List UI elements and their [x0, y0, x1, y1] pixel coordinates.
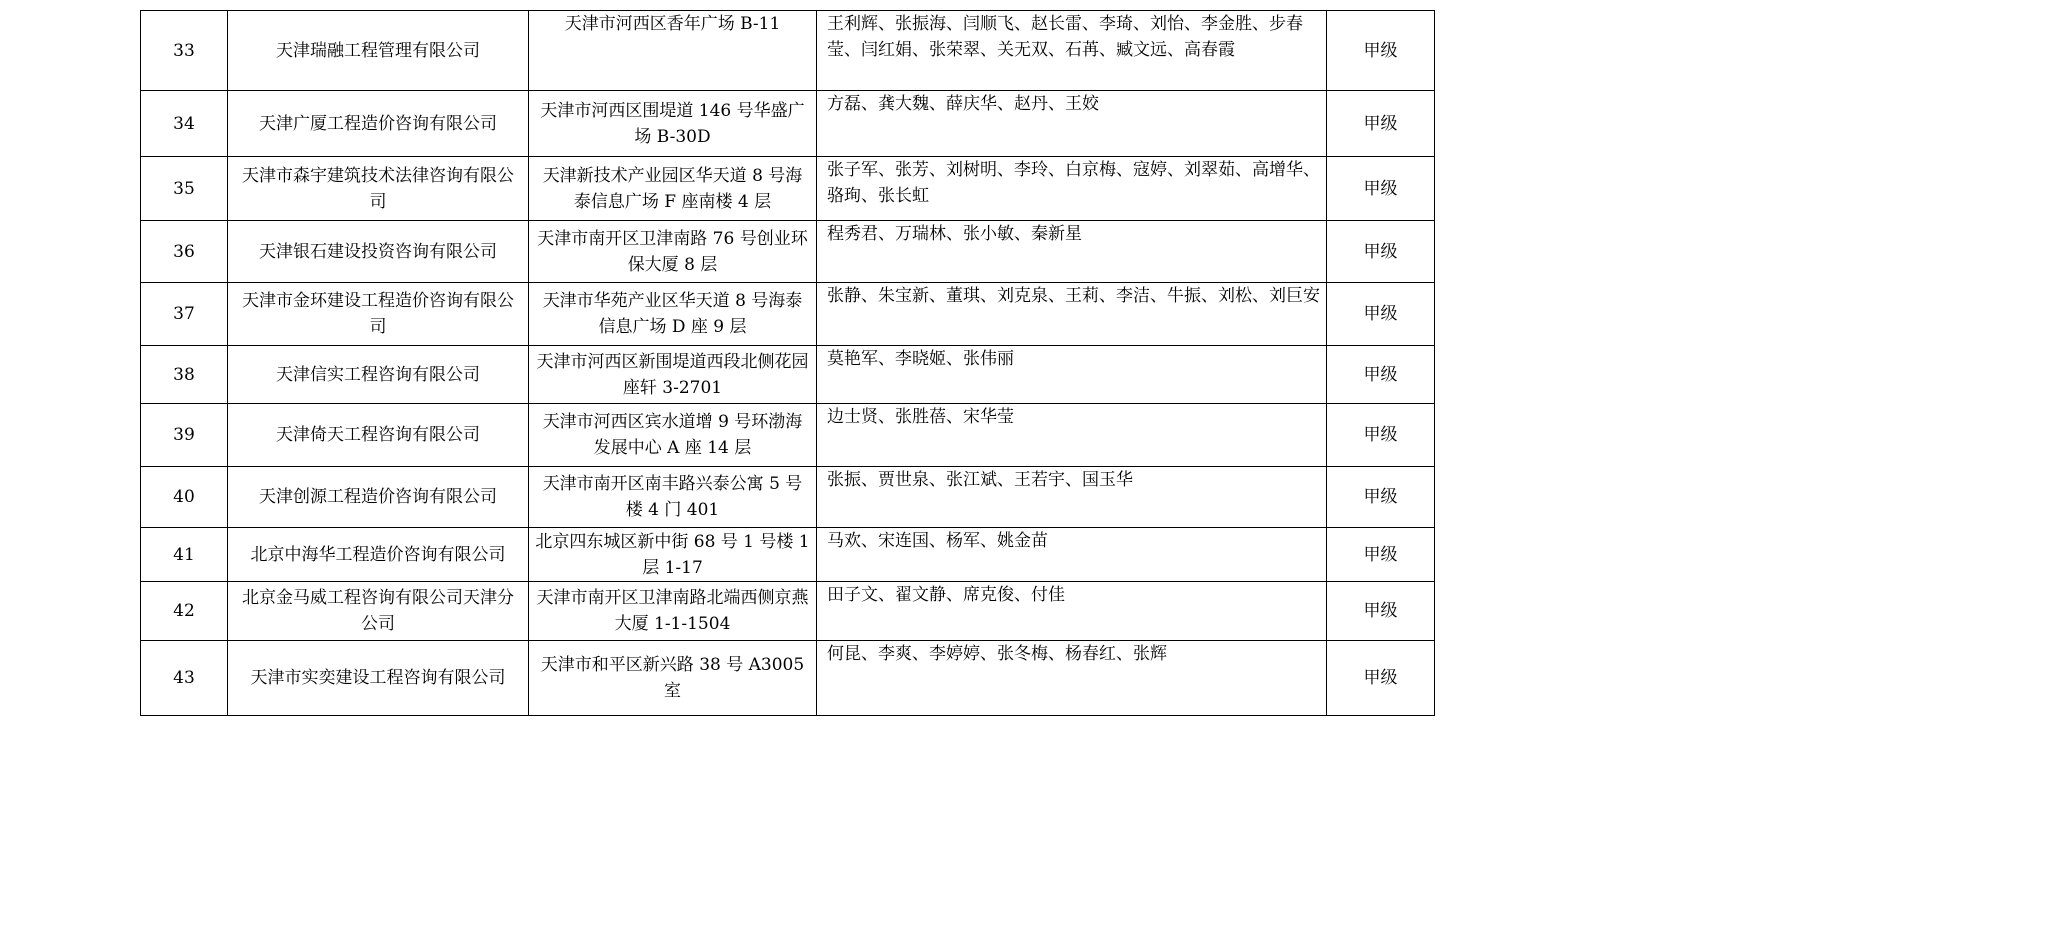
company-address: 北京四东城区新中街 68 号 1 号楼 1 层 1-17	[529, 528, 817, 582]
row-number: 39	[141, 404, 228, 467]
table-row	[141, 404, 1435, 467]
qualification-level: 甲级	[1327, 467, 1435, 528]
company-address: 天津市华苑产业区华天道 8 号海泰信息广场 D 座 9 层	[529, 283, 817, 346]
company-name: 天津市金环建设工程造价咨询有限公司	[228, 283, 529, 346]
company-address: 天津市河西区宾水道增 9 号环渤海发展中心 A 座 14 层	[529, 404, 817, 467]
qualification-level: 甲级	[1327, 91, 1435, 157]
staff-list: 莫艳军、李晓姬、张伟丽	[817, 346, 1327, 404]
table-row	[141, 11, 1435, 91]
company-address: 天津市南开区南丰路兴泰公寓 5 号楼 4 门 401	[529, 467, 817, 528]
table-row	[141, 157, 1435, 221]
qualification-level: 甲级	[1327, 404, 1435, 467]
row-number: 38	[141, 346, 228, 404]
qualification-level: 甲级	[1327, 221, 1435, 283]
staff-list: 方磊、龚大魏、薛庆华、赵丹、王姣	[817, 91, 1327, 157]
row-number: 37	[141, 283, 228, 346]
table-row	[141, 641, 1435, 716]
company-address: 天津新技术产业园区华天道 8 号海泰信息广场 F 座南楼 4 层	[529, 157, 817, 221]
row-number: 41	[141, 528, 228, 582]
staff-list: 程秀君、万瑞林、张小敏、秦新星	[817, 221, 1327, 283]
company-name: 天津广厦工程造价咨询有限公司	[228, 91, 529, 157]
qualification-level: 甲级	[1327, 283, 1435, 346]
company-address: 天津市河西区围堤道 146 号华盛广场 B-30D	[529, 91, 817, 157]
firm-table-body	[141, 11, 1435, 716]
table-row	[141, 467, 1435, 528]
staff-list: 张子军、张芳、刘树明、李玲、白京梅、寇婷、刘翠茹、高增华、骆珣、张长虹	[817, 157, 1327, 221]
company-name: 北京中海华工程造价咨询有限公司	[228, 528, 529, 582]
table-row	[141, 346, 1435, 404]
table-row	[141, 582, 1435, 641]
row-number: 42	[141, 582, 228, 641]
firm-table	[140, 10, 1435, 716]
qualification-level: 甲级	[1327, 11, 1435, 91]
qualification-level: 甲级	[1327, 346, 1435, 404]
staff-list: 王利辉、张振海、闫顺飞、赵长雷、李琦、刘怡、李金胜、步春莹、闫红娟、张荣翠、关无双、石苒、臧文远、高春霞	[817, 11, 1327, 91]
company-address: 天津市和平区新兴路 38 号 A3005 室	[529, 641, 817, 716]
company-address: 天津市南开区卫津南路 76 号创业环保大厦 8 层	[529, 221, 817, 283]
company-name: 北京金马威工程咨询有限公司天津分公司	[228, 582, 529, 641]
row-number: 43	[141, 641, 228, 716]
staff-list: 田子文、翟文静、席克俊、付佳	[817, 582, 1327, 641]
row-number: 40	[141, 467, 228, 528]
company-name: 天津市实奕建设工程咨询有限公司	[228, 641, 529, 716]
row-number: 33	[141, 11, 228, 91]
company-address: 天津市河西区新围堤道西段北侧花园座轩 3-2701	[529, 346, 817, 404]
table-row	[141, 283, 1435, 346]
qualification-level: 甲级	[1327, 641, 1435, 716]
company-name: 天津倚天工程咨询有限公司	[228, 404, 529, 467]
qualification-level: 甲级	[1327, 528, 1435, 582]
staff-list: 马欢、宋连国、杨军、姚金苗	[817, 528, 1327, 582]
staff-list: 张静、朱宝新、董琪、刘克泉、王莉、李洁、牛振、刘松、刘巨安	[817, 283, 1327, 346]
company-name: 天津创源工程造价咨询有限公司	[228, 467, 529, 528]
staff-list: 张振、贾世泉、张江斌、王若宇、国玉华	[817, 467, 1327, 528]
company-address: 天津市河西区香年广场 B-11	[529, 11, 817, 91]
table-row	[141, 528, 1435, 582]
table-row	[141, 91, 1435, 157]
row-number: 36	[141, 221, 228, 283]
row-number: 35	[141, 157, 228, 221]
company-address: 天津市南开区卫津南路北端西侧京燕大厦 1-1-1504	[529, 582, 817, 641]
staff-list: 边士贤、张胜蓓、宋华莹	[817, 404, 1327, 467]
company-name: 天津市森宇建筑技术法律咨询有限公司	[228, 157, 529, 221]
qualification-level: 甲级	[1327, 157, 1435, 221]
company-name: 天津瑞融工程管理有限公司	[228, 11, 529, 91]
company-name: 天津信实工程咨询有限公司	[228, 346, 529, 404]
table-row	[141, 221, 1435, 283]
staff-list: 何昆、李爽、李婷婷、张冬梅、杨春红、张辉	[817, 641, 1327, 716]
company-name: 天津银石建设投资咨询有限公司	[228, 221, 529, 283]
row-number: 34	[141, 91, 228, 157]
qualification-level: 甲级	[1327, 582, 1435, 641]
